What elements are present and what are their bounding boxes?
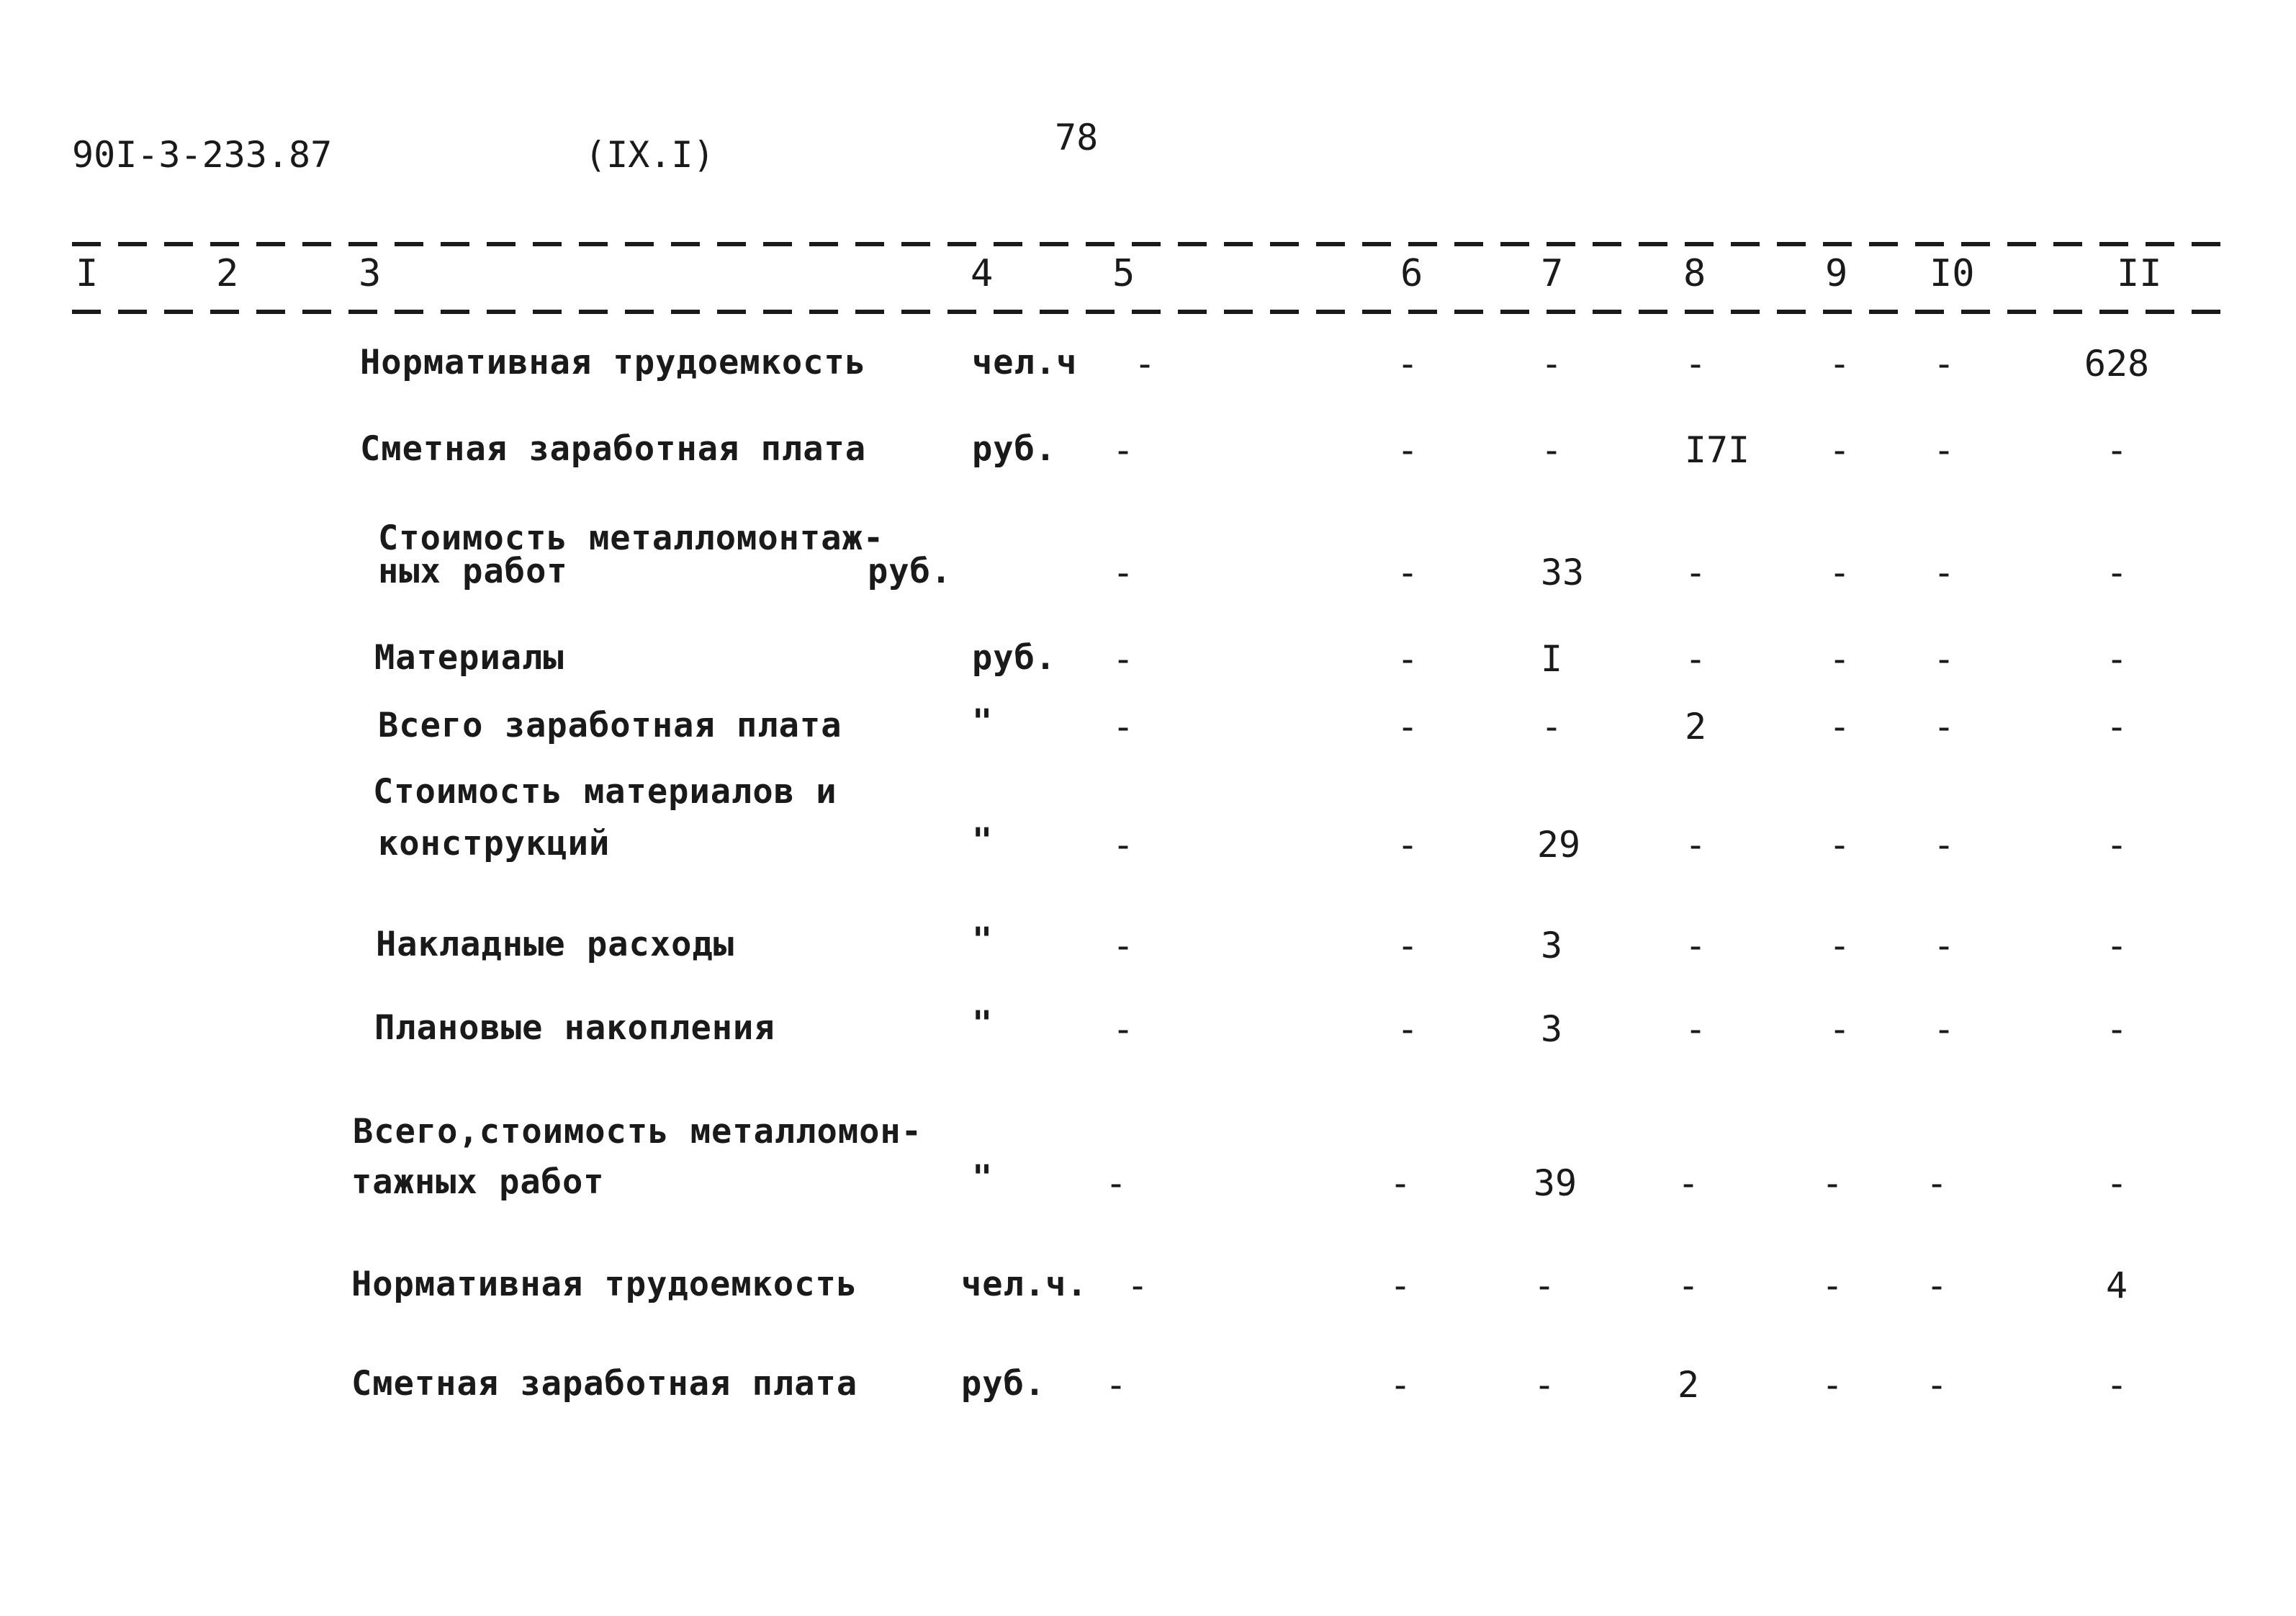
cell-col5: - (1126, 1265, 1149, 1306)
row-name: Сметная заработная плата (360, 429, 867, 469)
cell-col6: - (1396, 824, 1419, 866)
row-unit: руб. (868, 552, 953, 591)
cell-col8: - (1684, 1008, 1707, 1050)
cell-col11: 4 (2105, 1265, 2128, 1306)
cell-col5: - (1112, 824, 1135, 866)
row-unit: руб. (972, 429, 1057, 469)
cell-col7: 29 (1536, 824, 1581, 866)
cell-col9: - (1828, 706, 1851, 748)
row-unit: чел.ч. (961, 1265, 1088, 1304)
cell-col9: - (1828, 429, 1851, 471)
column-number-7: 7 (1541, 252, 1564, 295)
row-unit: " (972, 920, 994, 960)
cell-col11: - (2105, 1008, 2128, 1050)
cell-col8: - (1677, 1265, 1700, 1306)
column-number-11: II (2117, 252, 2162, 295)
cell-col5: - (1112, 429, 1135, 471)
cell-col11: 628 (2084, 343, 2150, 385)
cell-col6: - (1396, 343, 1419, 385)
cell-col8: - (1684, 638, 1707, 680)
cell-col6: - (1396, 1008, 1419, 1050)
cell-col9: - (1821, 1265, 1844, 1306)
cell-col9: - (1828, 1008, 1851, 1050)
row-name-line2: ных работ (378, 552, 568, 591)
cell-col8: - (1684, 552, 1707, 593)
document-code: 90I-3-233.87 (72, 134, 333, 176)
column-number-1: I (76, 252, 99, 295)
column-number-6: 6 (1400, 252, 1423, 295)
cell-col8: I7I (1684, 429, 1750, 471)
table-top-rule (72, 242, 2225, 246)
row-unit: руб. (972, 638, 1057, 678)
page-number: 78 (1055, 117, 1099, 158)
cell-col9: - (1821, 1162, 1844, 1204)
cell-col11: - (2105, 638, 2128, 680)
cell-col10: - (1932, 824, 1955, 866)
row-name: Нормативная трудоемкость (351, 1265, 858, 1304)
cell-col7: - (1533, 1265, 1556, 1306)
cell-col11: - (2105, 429, 2128, 471)
cell-col9: - (1828, 824, 1851, 866)
row-name-line2: тажных работ (351, 1162, 605, 1202)
cell-col6: - (1389, 1265, 1412, 1306)
cell-col11: - (2105, 552, 2128, 593)
cell-col8: 2 (1677, 1364, 1700, 1406)
cell-col10: - (1932, 925, 1955, 966)
row-name: Материалы (374, 638, 564, 678)
column-number-9: 9 (1825, 252, 1848, 295)
cell-col9: - (1821, 1364, 1844, 1406)
cell-col5: - (1112, 925, 1135, 966)
cell-col7: - (1540, 343, 1563, 385)
cell-col8: - (1684, 925, 1707, 966)
cell-col11: - (2105, 706, 2128, 748)
cell-col10: - (1932, 429, 1955, 471)
cell-col11: - (2105, 925, 2128, 966)
cell-col7: 33 (1540, 552, 1585, 593)
cell-col10: - (1932, 638, 1955, 680)
cell-col10: - (1925, 1162, 1948, 1204)
row-unit: " (972, 1158, 994, 1198)
cell-col7: - (1533, 1364, 1556, 1406)
cell-col10: - (1925, 1364, 1948, 1406)
cell-col7: I (1540, 638, 1563, 680)
column-number-10: I0 (1930, 252, 1975, 295)
column-number-4: 4 (971, 252, 994, 295)
row-name-line2: конструкций (378, 824, 611, 863)
cell-col5: - (1133, 343, 1156, 385)
cell-col10: - (1932, 1008, 1955, 1050)
cell-col11: - (2105, 824, 2128, 866)
cell-col6: - (1389, 1364, 1412, 1406)
row-name: Сметная заработная плата (351, 1364, 858, 1404)
cell-col5: - (1112, 706, 1135, 748)
cell-col6: - (1396, 638, 1419, 680)
cell-col5: - (1112, 1008, 1135, 1050)
cell-col8: 2 (1684, 706, 1707, 748)
cell-col7: 39 (1533, 1162, 1577, 1204)
cell-col9: - (1828, 552, 1851, 593)
cell-col10: - (1932, 343, 1955, 385)
row-unit: " (972, 1004, 994, 1043)
cell-col8: - (1684, 343, 1707, 385)
row-name: Плановые накопления (374, 1008, 775, 1048)
row-unit: чел.ч (972, 343, 1078, 382)
cell-col6: - (1389, 1162, 1412, 1204)
row-unit: " (972, 821, 994, 861)
cell-col8: - (1677, 1162, 1700, 1204)
cell-col6: - (1396, 552, 1419, 593)
section-number: (IX.I) (585, 134, 715, 176)
cell-col6: - (1396, 429, 1419, 471)
column-number-8: 8 (1683, 252, 1706, 295)
row-name: Накладные расходы (376, 925, 735, 964)
row-name: Нормативная трудоемкость (360, 343, 867, 382)
row-name-line1: Стоимость материалов и (373, 772, 837, 812)
row-name-line1: Всего,стоимость металломон- (353, 1112, 923, 1152)
column-number-5: 5 (1112, 252, 1135, 295)
cell-col11: - (2105, 1162, 2128, 1204)
column-number-2: 2 (216, 252, 239, 295)
cell-col10: - (1932, 552, 1955, 593)
cell-col7: - (1540, 706, 1563, 748)
cell-col5: - (1112, 552, 1135, 593)
cell-col6: - (1396, 925, 1419, 966)
cell-col7: 3 (1540, 925, 1563, 966)
cell-col11: - (2105, 1364, 2128, 1406)
cell-col9: - (1828, 638, 1851, 680)
cell-col7: - (1540, 429, 1563, 471)
row-unit: руб. (961, 1364, 1046, 1404)
row-name: Всего заработная плата (378, 706, 842, 745)
cell-col9: - (1828, 343, 1851, 385)
cell-col5: - (1112, 638, 1135, 680)
row-name-line1: Стоимость металломонтаж- (378, 519, 885, 558)
cell-col6: - (1396, 706, 1419, 748)
cell-col7: 3 (1540, 1008, 1563, 1050)
row-unit: " (972, 702, 994, 742)
table-header-rule (72, 310, 2225, 314)
cell-col9: - (1828, 925, 1851, 966)
cell-col10: - (1932, 706, 1955, 748)
column-number-3: 3 (359, 252, 382, 295)
cell-col8: - (1684, 824, 1707, 866)
cell-col5: - (1104, 1162, 1127, 1204)
cell-col10: - (1925, 1265, 1948, 1306)
cell-col5: - (1104, 1364, 1127, 1406)
